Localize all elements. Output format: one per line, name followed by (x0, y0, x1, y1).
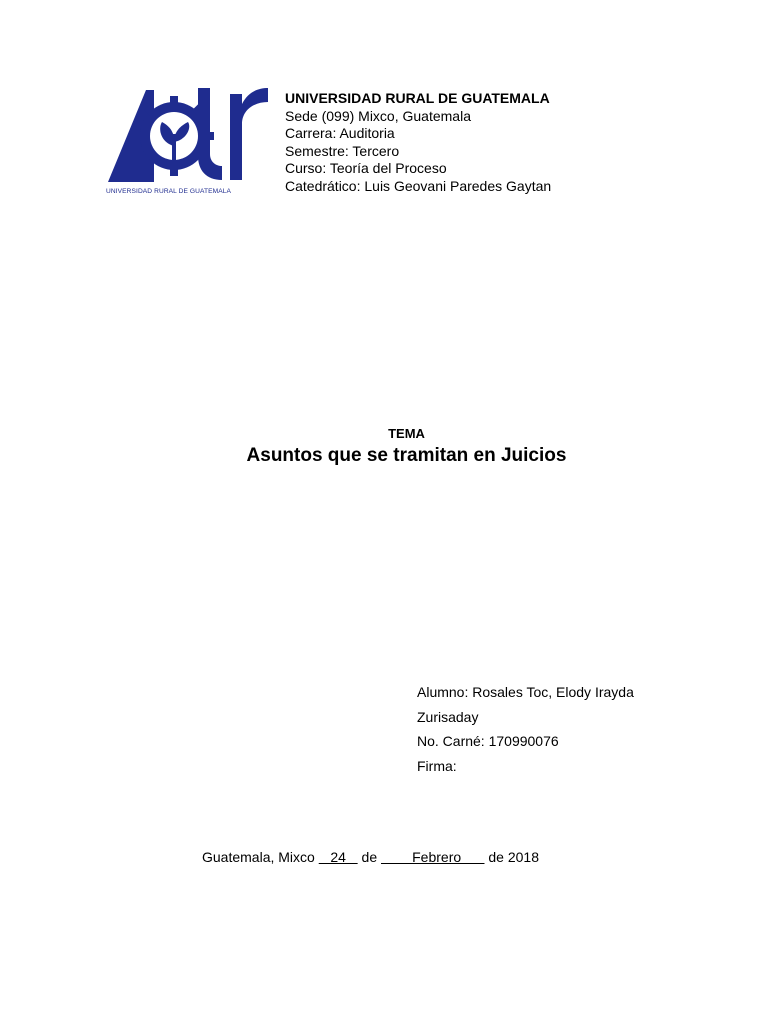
firma-line: Firma: (417, 757, 457, 774)
catedratico-line: Catedrático: Luis Geovani Paredes Gaytan (285, 177, 552, 194)
university-logo-emblem-icon (106, 84, 270, 184)
date-mid: de (357, 849, 381, 865)
date-day: 24 (318, 849, 358, 865)
institution-header (285, 90, 551, 196)
date-prefix: Guatemala, Mixco (202, 849, 319, 865)
logo-caption: UNIVERSIDAD RURAL DE GUATEMALA (106, 188, 232, 195)
date-suffix: de 2018 (484, 849, 539, 865)
alumno-line: Alumno: Rosales Toc, Elody Irayda (417, 684, 634, 700)
semestre-line: Semestre: Tercero (285, 142, 400, 159)
tema-title: Asuntos que se tramitan en Juicios (246, 445, 567, 466)
university-name: UNIVERSIDAD RURAL DE GUATEMALA (285, 90, 550, 106)
carne-line: No. Carné: 170990076 (417, 733, 559, 749)
student-info (417, 680, 634, 778)
university-logo (106, 84, 270, 200)
tema-label: TEMA (388, 426, 425, 441)
date-month: Febrero (381, 849, 485, 865)
alumno-line-cont: Zurisaday (417, 708, 479, 725)
sede-line: Sede (099) Mixco, Guatemala (285, 107, 471, 124)
date-line (202, 849, 539, 865)
carrera-line: Carrera: Auditoria (285, 125, 395, 142)
curso-line: Curso: Teoría del Proceso (285, 160, 447, 177)
